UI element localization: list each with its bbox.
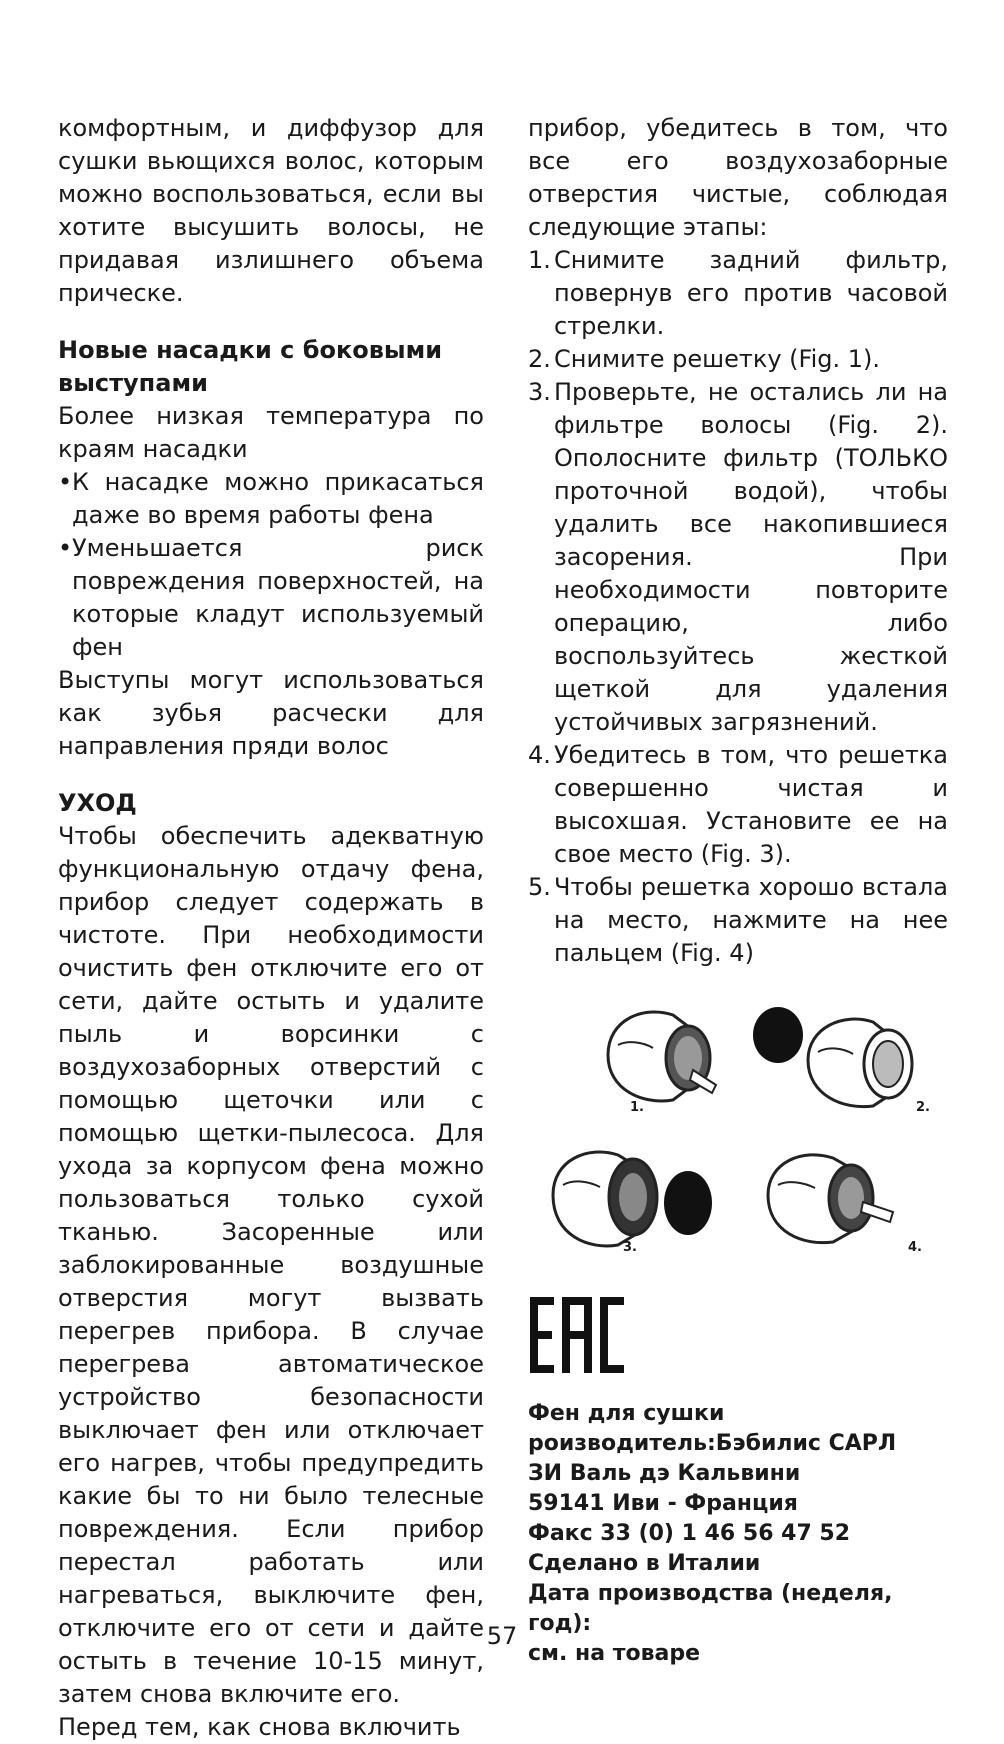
info-line: Фен для сушки [528,1401,725,1426]
info-line: Дата производства (неделя, год): [528,1581,893,1636]
list-item: • К насадке можно прикасаться даже во время работы фена [58,468,484,529]
step-item: 3. Проверьте, не остались ли на фильтре волосы (Fig. 2). Ополосните фильтр (ТОЛЬКО проточной водой), чтобы удалить все накопившиеся засорения. При необходимости повторите операцию, либо воспользуйтесь жесткой щеткой для удаления устойчивых загрязнений. [528,378,948,736]
step-item: 2. Снимите решетку (Fig. 1). [528,345,881,373]
nozzles-bullet-list [58,466,484,664]
step-item: 5. Чтобы решетка хорошо встала на место, нажмите на нее пальцем (Fig. 4) [528,873,948,967]
figure-3-reinstall-grille [548,1135,728,1255]
figure-label: 1. [630,1100,644,1115]
right-intro-paragraph: прибор, убедитесь в том, что все его воздухозаборные отверстия чистые, соблюдая следующие этапы: [528,114,948,241]
right-column [528,112,948,1669]
cleaning-illustrations [528,1000,948,1265]
section-heading-nozzles: Новые насадки с боковыми выступами [58,336,443,397]
left-intro-paragraph: комфортным, и диффузор для сушки вьющихся волос, которым можно воспользоваться, если вы хотите высушить волосы, не придавая излишнего объема прическе. [58,114,484,307]
figure-2-check-filter [748,1000,928,1115]
info-line: Сделано в Италии [528,1551,761,1576]
bullet-icon: • [58,468,73,496]
care-paragraph-continued: Перед тем, как снова включить [58,1713,461,1741]
figure-label: 3. [623,1240,637,1255]
info-line: см. на товаре [528,1641,701,1666]
cleaning-steps-list [528,244,948,970]
eac-certification-logo [528,1295,628,1375]
info-line: роизводитель:Бэбилис САРЛ [528,1431,897,1456]
nozzles-outro-paragraph: Выступы могут использоваться как зубья расчески для направления пряди волос [58,666,484,760]
section-heading-care: УХОД [58,789,137,817]
nozzles-paragraph: Более низкая температура по краям насадки [58,402,484,463]
care-paragraph: Чтобы обеспечить адекватную функциональную отдачу фена, прибор следует содержать в чистоте. При необходимости очистить фен отключите его от сети, дайте остыть и удалите пыль и ворсинки с воздухозаборных отверстий с помощью щеточки или с помощью щетки-пылесоса. Для ухода за корпусом фена можно пользоваться только сухой тканью. Засоренные или заблокированные воздушные отверстия могут вызвать перегрев прибора. В случае перегрева автоматическое устройство безопасности выключает фен или отключает его нагрев, чтобы предупредить какие бы то ни было телесные повреждения. Если прибор перестал работать или нагреваться, выключите фен, отключите его от сети и дайте остыть в течение 10-15 минут, затем снова включите его. [58,822,484,1708]
figure-1-remove-grille [598,1000,728,1110]
step-item: 4. Убедитесь в том, что решетка совершенно чистая и высохшая. Установите ее на свое место (Fig. 3). [528,741,948,868]
list-item: • Уменьшается риск повреждения поверхностей, на которые кладут используемый фен [58,534,484,661]
info-line: Факс 33 (0) 1 46 56 47 52 [528,1521,851,1546]
figure-label: 4. [908,1240,922,1255]
info-line: ЗИ Валь дэ Кальвини [528,1461,801,1486]
info-line: 59141 Иви - Франция [528,1491,798,1516]
bullet-icon: • [58,534,73,562]
figure-label: 2. [916,1100,930,1115]
left-column [58,112,484,1744]
page-number: 57 [486,1622,518,1650]
figure-4-press-grille [763,1140,913,1250]
step-item: 1. Снимите задний фильтр, повернув его против часовой стрелки. [528,246,948,340]
